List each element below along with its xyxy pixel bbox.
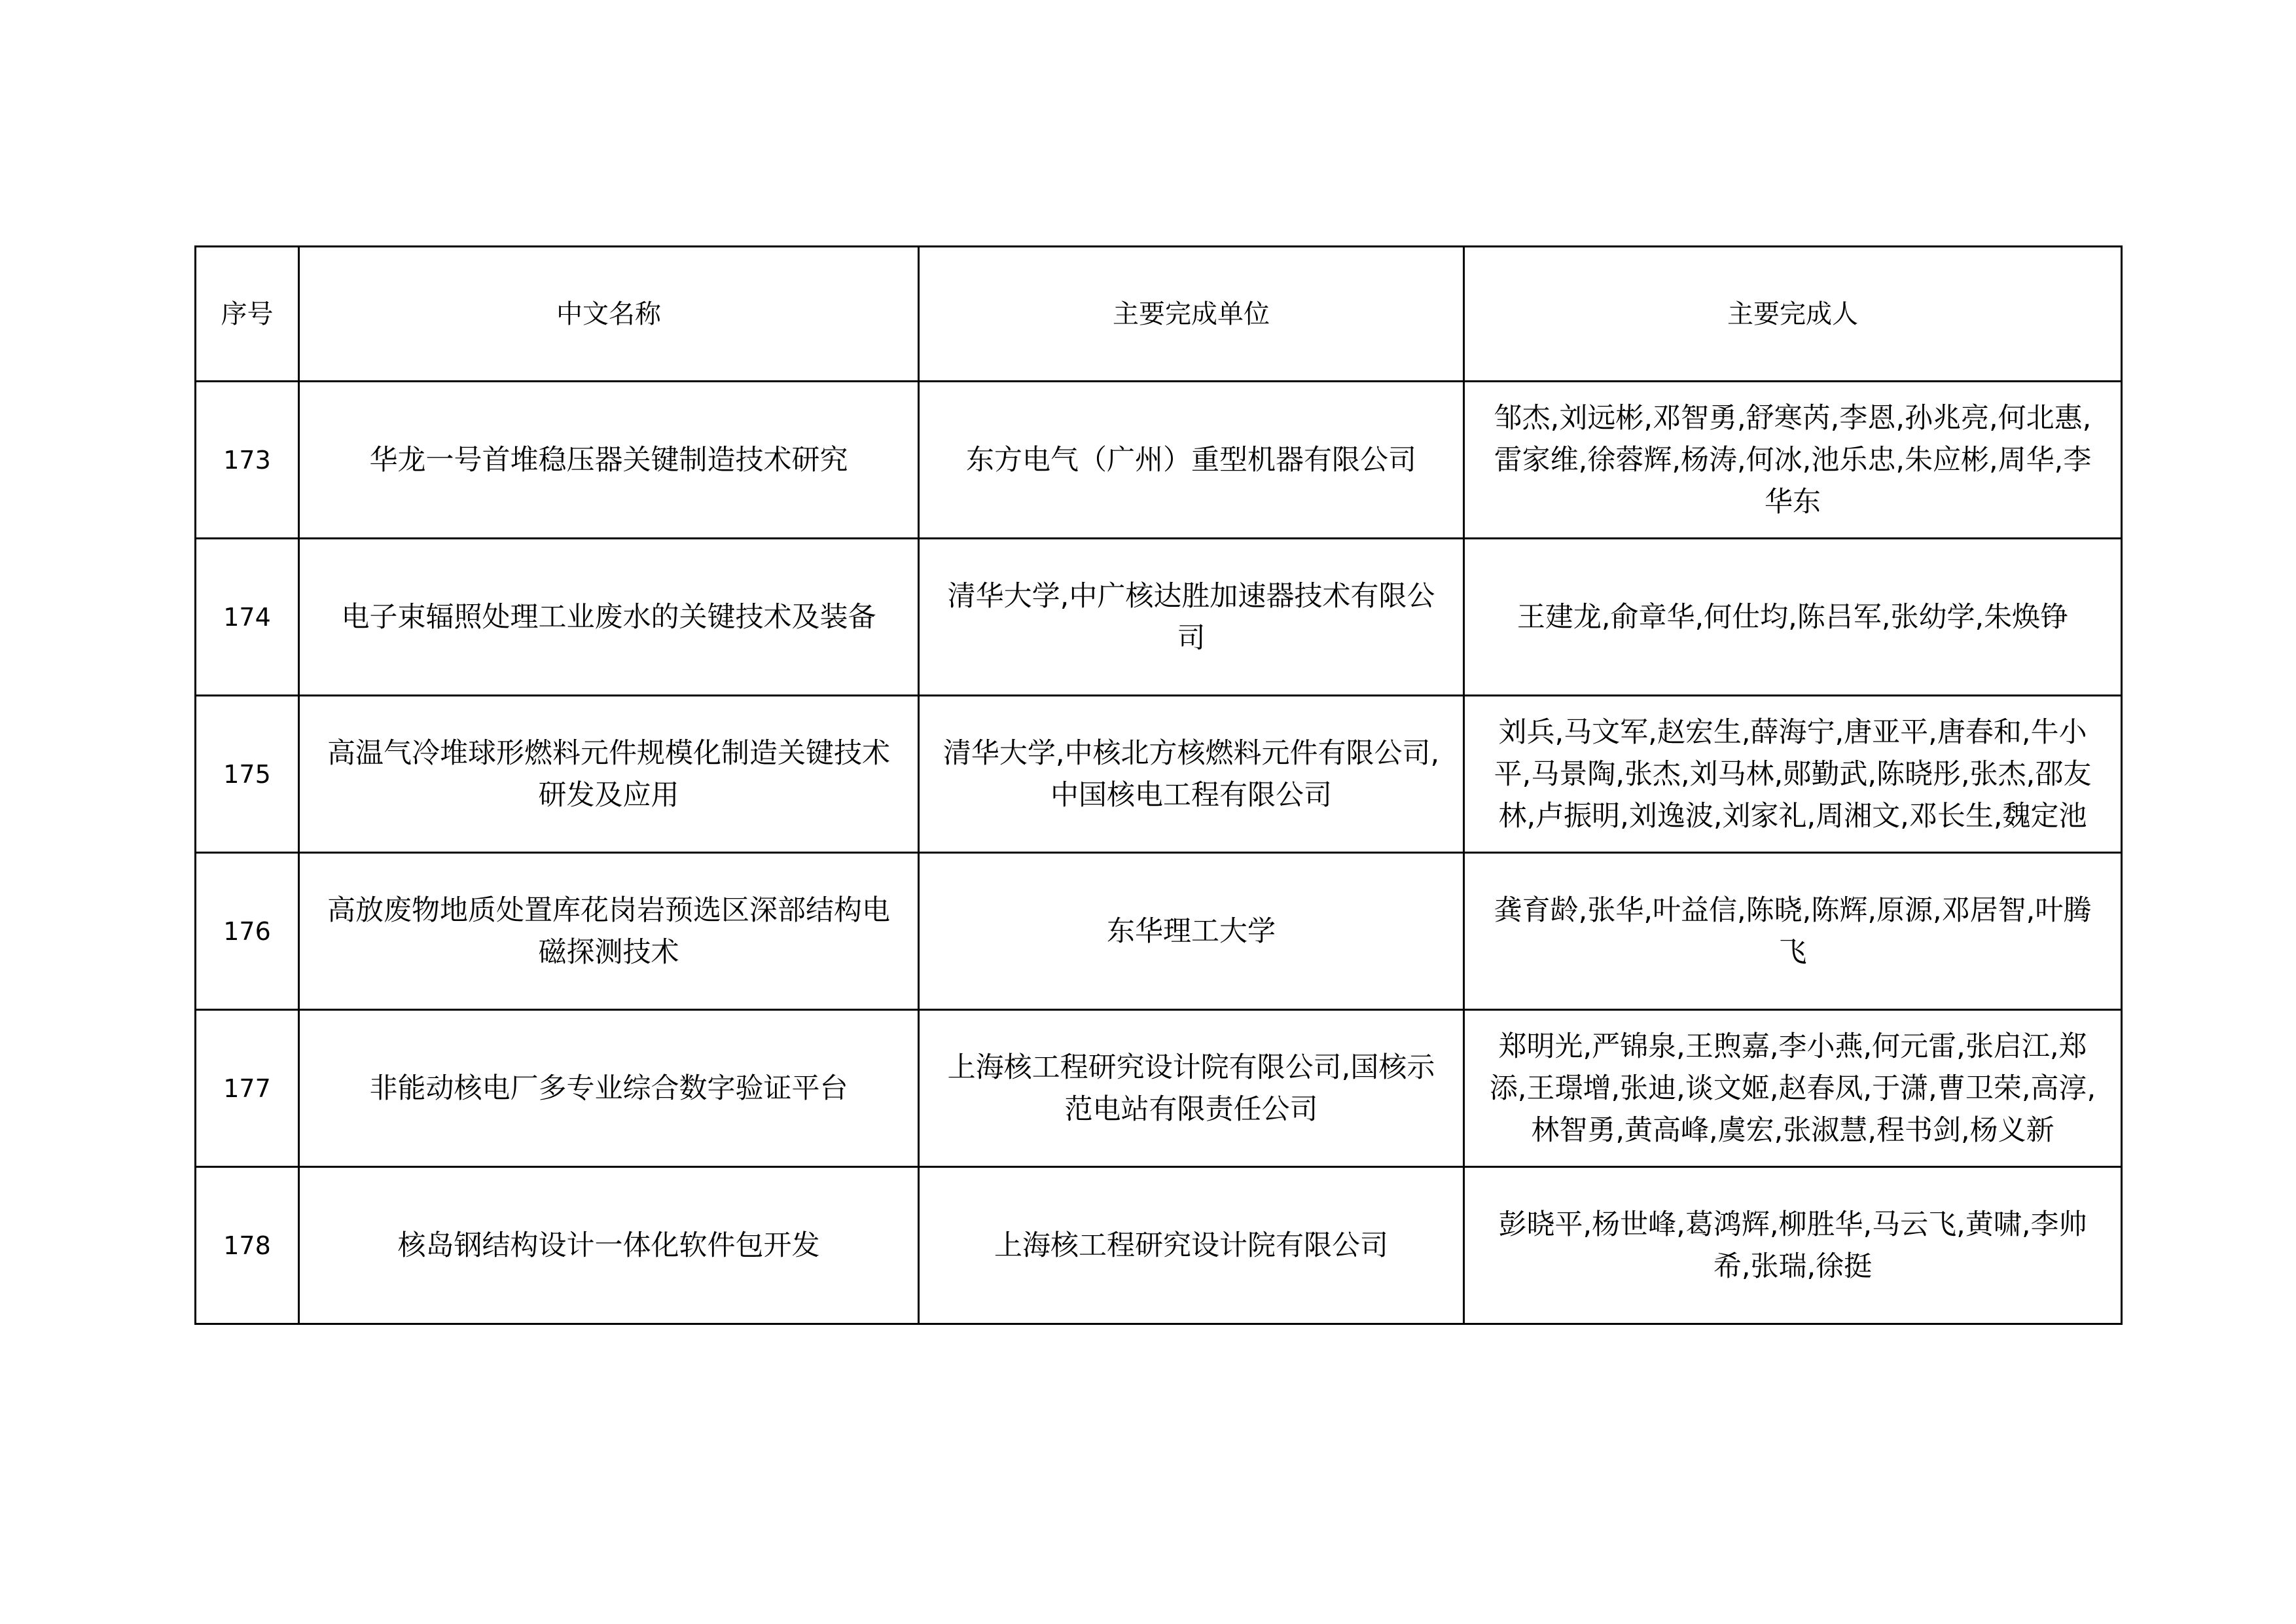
table-header bbox=[196, 247, 2122, 382]
row-main-unit: 东方电气（广州）重型机器有限公司 bbox=[919, 382, 1464, 539]
row-project-name: 电子束辐照处理工业废水的关键技术及装备 bbox=[299, 539, 919, 696]
table-row bbox=[196, 1167, 2122, 1324]
row-serial-number: 174 bbox=[196, 539, 299, 696]
header-main-unit: 主要完成单位 bbox=[919, 247, 1464, 382]
table-body bbox=[196, 382, 2122, 1324]
row-serial-number: 178 bbox=[196, 1167, 299, 1324]
header-serial-number: 序号 bbox=[196, 247, 299, 382]
row-serial-number: 175 bbox=[196, 696, 299, 853]
row-main-unit: 清华大学,中广核达胜加速器技术有限公司 bbox=[919, 539, 1464, 696]
row-main-unit: 上海核工程研究设计院有限公司 bbox=[919, 1167, 1464, 1324]
table-row bbox=[196, 853, 2122, 1010]
row-project-name: 高温气冷堆球形燃料元件规模化制造关键技术研发及应用 bbox=[299, 696, 919, 853]
header-chinese-name: 中文名称 bbox=[299, 247, 919, 382]
table-row bbox=[196, 382, 2122, 539]
awards-table bbox=[194, 245, 2123, 1325]
row-main-unit: 清华大学,中核北方核燃料元件有限公司,中国核电工程有限公司 bbox=[919, 696, 1464, 853]
table-row bbox=[196, 696, 2122, 853]
row-serial-number: 176 bbox=[196, 853, 299, 1010]
row-main-people: 彭晓平,杨世峰,葛鸿辉,柳胜华,马云飞,黄啸,李帅希,张瑞,徐挺 bbox=[1464, 1167, 2122, 1324]
row-main-unit: 上海核工程研究设计院有限公司,国核示范电站有限责任公司 bbox=[919, 1010, 1464, 1167]
row-project-name: 高放废物地质处置库花岗岩预选区深部结构电磁探测技术 bbox=[299, 853, 919, 1010]
row-project-name: 非能动核电厂多专业综合数字验证平台 bbox=[299, 1010, 919, 1167]
row-main-people: 郑明光,严锦泉,王煦嘉,李小燕,何元雷,张启江,郑添,王璟增,张迪,谈文姬,赵春凤,于潇,曹卫荣,高淳,林智勇,黄高峰,虞宏,张淑慧,程书剑,杨义新 bbox=[1464, 1010, 2122, 1167]
row-serial-number: 177 bbox=[196, 1010, 299, 1167]
row-project-name: 华龙一号首堆稳压器关键制造技术研究 bbox=[299, 382, 919, 539]
table-row bbox=[196, 1010, 2122, 1167]
row-main-people: 王建龙,俞章华,何仕均,陈吕军,张幼学,朱焕铮 bbox=[1464, 539, 2122, 696]
row-main-people: 邹杰,刘远彬,邓智勇,舒寒芮,李恩,孙兆亮,何北惠,雷家维,徐蓉辉,杨涛,何冰,池乐忠,朱应彬,周华,李华东 bbox=[1464, 382, 2122, 539]
row-main-people: 刘兵,马文军,赵宏生,薛海宁,唐亚平,唐春和,牛小平,马景陶,张杰,刘马林,郧勤武,陈晓彤,张杰,邵友林,卢振明,刘逸波,刘家礼,周湘文,邓长生,魏定池 bbox=[1464, 696, 2122, 853]
row-main-unit: 东华理工大学 bbox=[919, 853, 1464, 1010]
header-row bbox=[196, 247, 2122, 382]
row-project-name: 核岛钢结构设计一体化软件包开发 bbox=[299, 1167, 919, 1324]
row-serial-number: 173 bbox=[196, 382, 299, 539]
row-main-people: 龚育龄,张华,叶益信,陈晓,陈辉,原源,邓居智,叶腾飞 bbox=[1464, 853, 2122, 1010]
header-main-people: 主要完成人 bbox=[1464, 247, 2122, 382]
table-row bbox=[196, 539, 2122, 696]
